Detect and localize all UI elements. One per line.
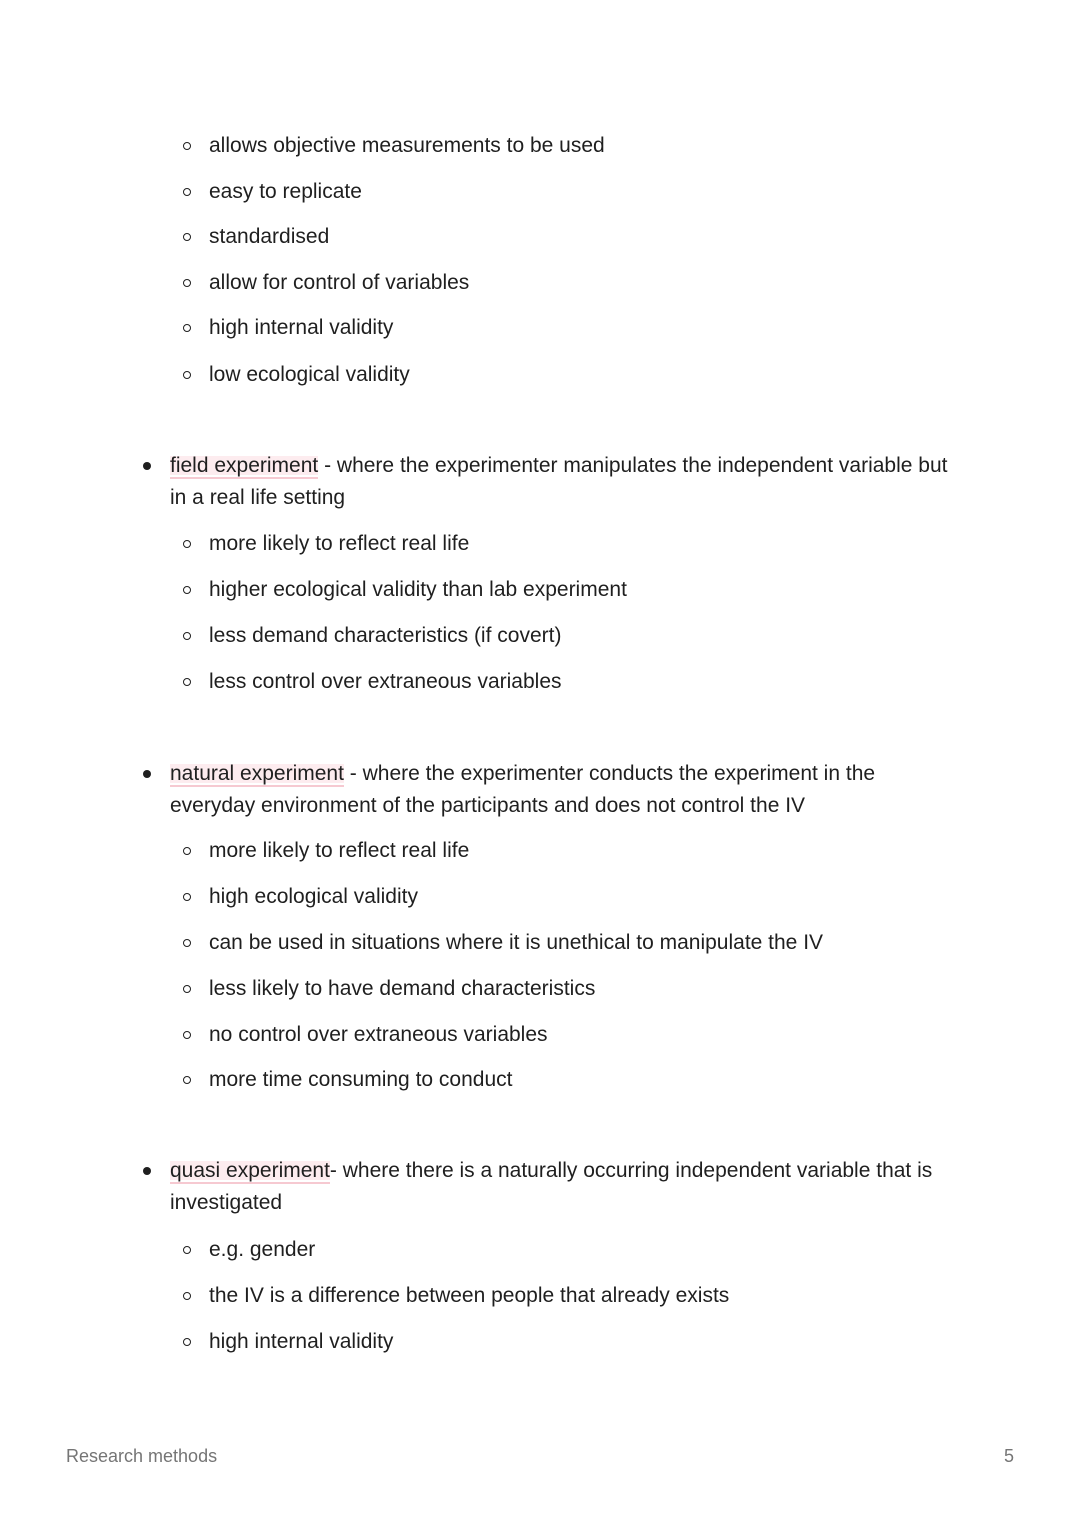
field-point: [209, 666, 562, 698]
quasi-point: [209, 1280, 729, 1312]
lab-point: [209, 312, 393, 344]
lab-point: [209, 221, 329, 253]
hollow-bullet-icon: [183, 1246, 191, 1254]
natural-point-text: more likely to reflect real life: [209, 839, 470, 862]
natural-point: [209, 973, 595, 1005]
hollow-bullet-icon: [183, 985, 191, 993]
field-experiment-item: [170, 450, 960, 514]
natural-point: [209, 927, 823, 959]
quasi-point: [209, 1234, 315, 1266]
hollow-bullet-icon: [183, 939, 191, 947]
lab-point-text: allows objective measurements to be used: [209, 134, 605, 157]
field-point: [209, 528, 469, 560]
field-point-text: higher ecological validity than lab experiment: [209, 578, 627, 601]
footer-section-title: Research methods: [66, 1446, 218, 1466]
lab-point: [209, 130, 605, 162]
lab-point-text: low ecological validity: [209, 363, 410, 386]
page-number: 5: [1003, 1446, 1014, 1466]
quasi-experiment-term: quasi experiment: [170, 1159, 330, 1182]
hollow-bullet-icon: [183, 1338, 191, 1346]
field-experiment-term: field experiment: [170, 454, 319, 477]
natural-point: [209, 1019, 548, 1051]
hollow-bullet-icon: [183, 1031, 191, 1039]
hollow-bullet-icon: [183, 632, 191, 640]
natural-experiment-term: natural experiment: [170, 762, 344, 785]
filled-bullet-icon: [143, 462, 151, 470]
hollow-bullet-icon: [183, 279, 191, 287]
lab-point-text: standardised: [209, 225, 330, 248]
quasi-point-text: high internal validity: [209, 1330, 394, 1353]
field-point-text: less control over extraneous variables: [209, 670, 562, 693]
natural-point-text: no control over extraneous variables: [209, 1023, 548, 1046]
hollow-bullet-icon: [183, 540, 191, 548]
lab-point-text: allow for control of variables: [209, 271, 470, 294]
natural-point-text: less likely to have demand characteristics: [209, 977, 596, 1000]
natural-point: [209, 1064, 512, 1096]
hollow-bullet-icon: [183, 1292, 191, 1300]
hollow-bullet-icon: [183, 142, 191, 150]
field-point-text: less demand characteristics (if covert): [209, 624, 562, 647]
lab-point: [209, 267, 469, 299]
natural-experiment-item: [170, 758, 930, 822]
hollow-bullet-icon: [183, 893, 191, 901]
hollow-bullet-icon: [183, 1076, 191, 1084]
lab-point-text: high internal validity: [209, 316, 394, 339]
quasi-point-text: e.g. gender: [209, 1238, 316, 1261]
quasi-point-text: the IV is a difference between people that already exists: [209, 1284, 730, 1307]
lab-point: [209, 176, 362, 208]
filled-bullet-icon: [143, 1167, 151, 1175]
hollow-bullet-icon: [183, 586, 191, 594]
natural-point: [209, 835, 469, 867]
field-point-text: more likely to reflect real life: [209, 532, 470, 555]
filled-bullet-icon: [143, 770, 151, 778]
hollow-bullet-icon: [183, 371, 191, 379]
field-point: [209, 574, 627, 606]
lab-point: [209, 359, 410, 391]
field-experiment-definition: - where the experimenter manipulates the independent variable but in a real life setting: [170, 454, 948, 509]
natural-experiment-definition: - where the experimenter conducts the experiment in the everyday environment of the participants and does not control the IV: [170, 762, 876, 817]
hollow-bullet-icon: [183, 324, 191, 332]
hollow-bullet-icon: [183, 678, 191, 686]
natural-point-text: high ecological validity: [209, 885, 418, 908]
hollow-bullet-icon: [183, 188, 191, 196]
hollow-bullet-icon: [183, 847, 191, 855]
quasi-point: [209, 1326, 393, 1358]
quasi-experiment-item: [170, 1155, 960, 1219]
hollow-bullet-icon: [183, 233, 191, 241]
natural-point-text: more time consuming to conduct: [209, 1068, 513, 1091]
natural-point: [209, 881, 418, 913]
lab-point-text: easy to replicate: [209, 180, 362, 203]
field-point: [209, 620, 561, 652]
quasi-experiment-definition: - where there is a naturally occurring independent variable that is investigated: [170, 1159, 933, 1214]
natural-point-text: can be used in situations where it is unethical to manipulate the IV: [209, 931, 824, 954]
